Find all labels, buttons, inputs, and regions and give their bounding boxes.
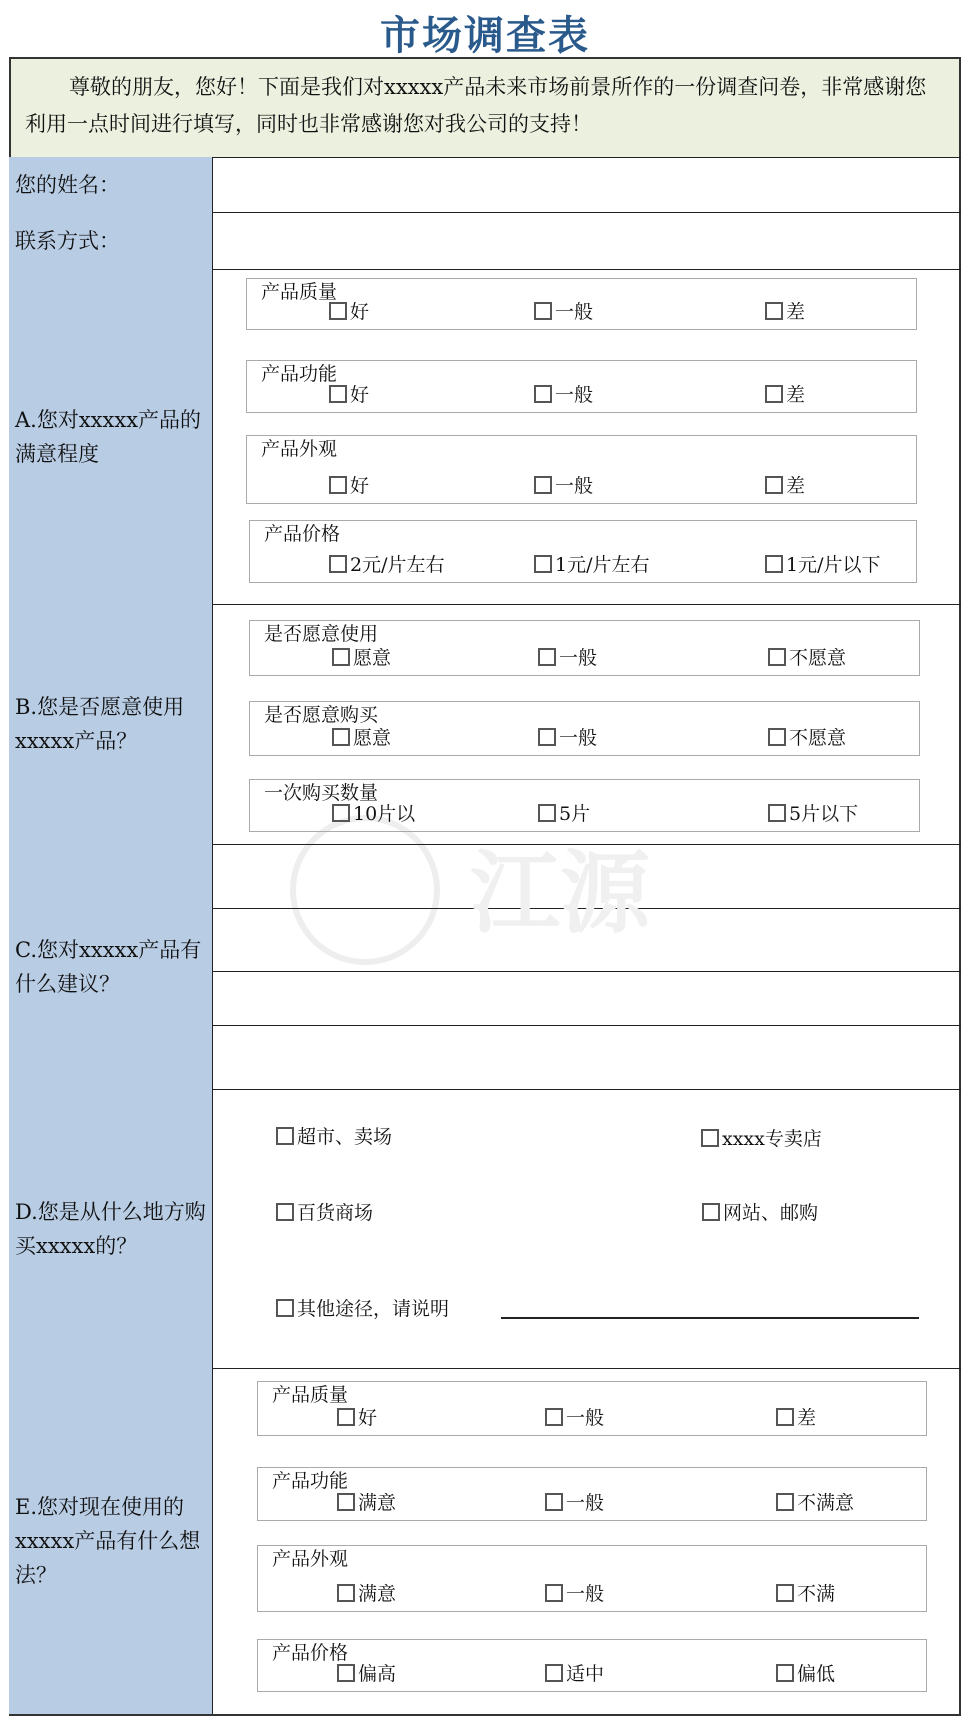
option-label: 差 (786, 475, 806, 497)
checkbox-option[interactable] (768, 643, 846, 670)
watermark-text: 江源 (470, 840, 650, 946)
checkbox-option[interactable] (538, 799, 590, 826)
option-label: 差 (786, 301, 806, 323)
checkbox-icon[interactable] (332, 804, 350, 822)
option-group (246, 360, 917, 413)
other-source-input[interactable] (501, 1317, 919, 1319)
page-title: 市场调查表 (380, 12, 590, 59)
option-label: 一般 (555, 384, 594, 406)
option-group (249, 701, 920, 756)
checkbox-icon[interactable] (765, 385, 783, 403)
option-label: 其他途径，请说明 (297, 1298, 450, 1320)
option-label: 不愿意 (789, 727, 847, 749)
checkbox-icon[interactable] (337, 1664, 355, 1682)
checkbox-icon[interactable] (329, 476, 347, 494)
checkbox-option[interactable] (768, 723, 846, 750)
option-label: 网站、邮购 (723, 1202, 819, 1224)
option-label: 一般 (555, 475, 594, 497)
watermark-logo-icon (290, 815, 440, 965)
checkbox-icon[interactable] (332, 648, 350, 666)
checkbox-icon[interactable] (776, 1408, 794, 1426)
checkbox-option[interactable] (534, 297, 593, 324)
group-title: 产品外观 (272, 1548, 349, 1570)
checkbox-option[interactable] (332, 643, 391, 670)
checkbox-option[interactable] (776, 1403, 816, 1430)
option-label: 适中 (566, 1663, 605, 1685)
checkbox-icon[interactable] (776, 1493, 794, 1511)
option-label: 一般 (566, 1583, 605, 1605)
checkbox-icon[interactable] (329, 555, 347, 573)
option-label: 不满 (797, 1583, 836, 1605)
checkbox-option[interactable] (545, 1659, 604, 1686)
checkbox-icon[interactable] (538, 728, 556, 746)
checkbox-option[interactable] (332, 723, 391, 750)
checkbox-icon[interactable] (538, 648, 556, 666)
checkbox-option[interactable] (337, 1403, 377, 1430)
option-label: 好 (350, 301, 370, 323)
option-label: 好 (350, 475, 370, 497)
checkbox-option[interactable] (329, 471, 369, 498)
checkbox-option[interactable] (332, 799, 415, 826)
checkbox-option[interactable] (276, 1122, 392, 1149)
checkbox-icon[interactable] (538, 804, 556, 822)
checkbox-icon[interactable] (337, 1493, 355, 1511)
checkbox-icon[interactable] (534, 555, 552, 573)
group-title: 是否愿意购买 (264, 704, 379, 726)
option-label: 超市、卖场 (297, 1126, 393, 1148)
checkbox-option[interactable] (534, 471, 593, 498)
option-label: 差 (797, 1407, 817, 1429)
checkbox-option[interactable] (776, 1488, 854, 1515)
option-label: 愿意 (353, 727, 392, 749)
contact-label: 联系方式： (9, 212, 213, 269)
group-title: 产品价格 (264, 523, 341, 545)
checkbox-icon[interactable] (337, 1408, 355, 1426)
option-group (257, 1381, 927, 1436)
checkbox-option[interactable] (545, 1488, 604, 1515)
contact-field[interactable] (214, 214, 960, 268)
option-label: 好 (358, 1407, 378, 1429)
checkbox-icon[interactable] (765, 302, 783, 320)
option-label: 愿意 (353, 647, 392, 669)
checkbox-option[interactable] (337, 1659, 396, 1686)
checkbox-option[interactable] (765, 380, 805, 407)
checkbox-icon[interactable] (329, 385, 347, 403)
checkbox-option[interactable] (337, 1579, 396, 1606)
intro-text: 尊敬的朋友，您好！下面是我们对xxxxx产品未来市场前景所作的一份调查问卷，非常感谢您利用一点时间进行填写，同时也非常感谢您对我公司的支持！ (11, 59, 959, 157)
checkbox-option[interactable] (329, 550, 445, 577)
option-group (249, 520, 917, 583)
checkbox-icon[interactable] (337, 1584, 355, 1602)
checkbox-option[interactable] (337, 1488, 396, 1515)
section-e-label: E.您对现在使用的xxxxx产品有什么想法？ (9, 1368, 213, 1714)
checkbox-icon[interactable] (534, 302, 552, 320)
option-label: 满意 (358, 1583, 397, 1605)
option-label: 10片以 (353, 803, 416, 825)
section-a-label: A.您对xxxxx产品的满意程度 (9, 269, 213, 604)
option-group (257, 1467, 927, 1521)
option-group (257, 1639, 927, 1692)
option-label: 一般 (559, 727, 598, 749)
option-group (246, 435, 917, 504)
group-title: 产品外观 (261, 438, 338, 460)
option-label: 偏低 (797, 1663, 836, 1685)
checkbox-option[interactable] (538, 643, 597, 670)
option-label: xxxx专卖店 (722, 1128, 822, 1150)
option-label: 满意 (358, 1492, 397, 1514)
checkbox-option[interactable] (329, 297, 369, 324)
checkbox-icon[interactable] (765, 476, 783, 494)
option-label: 5片 (559, 803, 591, 825)
option-label: 差 (786, 384, 806, 406)
suggestion-line-2[interactable] (213, 971, 961, 972)
checkbox-icon[interactable] (545, 1493, 563, 1511)
section-d-label: D.您是从什么地方购买xxxxx的？ (9, 1089, 213, 1368)
checkbox-icon[interactable] (534, 385, 552, 403)
option-label: 偏高 (358, 1663, 397, 1685)
checkbox-icon[interactable] (702, 1203, 720, 1221)
option-label: 不满意 (797, 1492, 855, 1514)
checkbox-icon[interactable] (534, 476, 552, 494)
checkbox-icon[interactable] (332, 728, 350, 746)
group-title: 产品质量 (261, 281, 338, 303)
checkbox-option[interactable] (701, 1124, 822, 1151)
checkbox-icon[interactable] (776, 1664, 794, 1682)
option-group (257, 1545, 927, 1612)
checkbox-icon[interactable] (545, 1584, 563, 1602)
checkbox-option[interactable] (534, 380, 593, 407)
option-label: 一般 (559, 647, 598, 669)
checkbox-icon[interactable] (765, 555, 783, 573)
option-label: 一般 (566, 1492, 605, 1514)
checkbox-option[interactable] (276, 1294, 449, 1321)
checkbox-icon[interactable] (776, 1584, 794, 1602)
option-label: 百货商场 (297, 1202, 374, 1224)
group-title: 一次购买数量 (264, 782, 379, 804)
name-field[interactable] (214, 159, 960, 211)
option-label: 5片以下 (789, 803, 859, 825)
suggestion-line-3[interactable] (213, 1025, 961, 1026)
option-label: 一般 (555, 301, 594, 323)
group-title: 产品功能 (272, 1470, 349, 1492)
checkbox-option[interactable] (776, 1659, 835, 1686)
option-label: 2元/片左右 (350, 554, 445, 576)
checkbox-option[interactable] (768, 799, 858, 826)
checkbox-icon[interactable] (276, 1203, 294, 1221)
checkbox-option[interactable] (538, 723, 597, 750)
checkbox-icon[interactable] (329, 302, 347, 320)
checkbox-icon[interactable] (276, 1299, 294, 1317)
checkbox-icon[interactable] (545, 1664, 563, 1682)
checkbox-option[interactable] (545, 1579, 604, 1606)
checkbox-icon[interactable] (768, 804, 786, 822)
option-label: 一般 (566, 1407, 605, 1429)
checkbox-option[interactable] (702, 1198, 818, 1225)
option-group (249, 779, 920, 832)
checkbox-option[interactable] (765, 471, 805, 498)
option-group (246, 278, 917, 330)
checkbox-icon[interactable] (701, 1129, 719, 1147)
checkbox-option[interactable] (776, 1579, 835, 1606)
checkbox-option[interactable] (545, 1403, 604, 1430)
checkbox-icon[interactable] (768, 728, 786, 746)
option-label: 1元/片左右 (555, 554, 650, 576)
option-label: 好 (350, 384, 370, 406)
group-title: 产品功能 (261, 363, 338, 385)
checkbox-icon[interactable] (545, 1408, 563, 1426)
checkbox-icon[interactable] (768, 648, 786, 666)
checkbox-option[interactable] (276, 1198, 373, 1225)
checkbox-icon[interactable] (276, 1127, 294, 1145)
option-label: 1元/片以下 (786, 554, 881, 576)
checkbox-option[interactable] (765, 297, 805, 324)
section-c-label: C.您对xxxxx产品有什么建议？ (9, 844, 213, 1089)
group-title: 是否愿意使用 (264, 623, 379, 645)
group-title: 产品质量 (272, 1384, 349, 1406)
option-label: 不愿意 (789, 647, 847, 669)
checkbox-option[interactable] (534, 550, 650, 577)
option-group (249, 620, 920, 676)
checkbox-option[interactable] (329, 380, 369, 407)
name-label: 您的姓名： (9, 157, 213, 212)
checkbox-option[interactable] (765, 550, 881, 577)
group-title: 产品价格 (272, 1642, 349, 1664)
section-b-label: B.您是否愿意使用xxxxx产品？ (9, 604, 213, 844)
